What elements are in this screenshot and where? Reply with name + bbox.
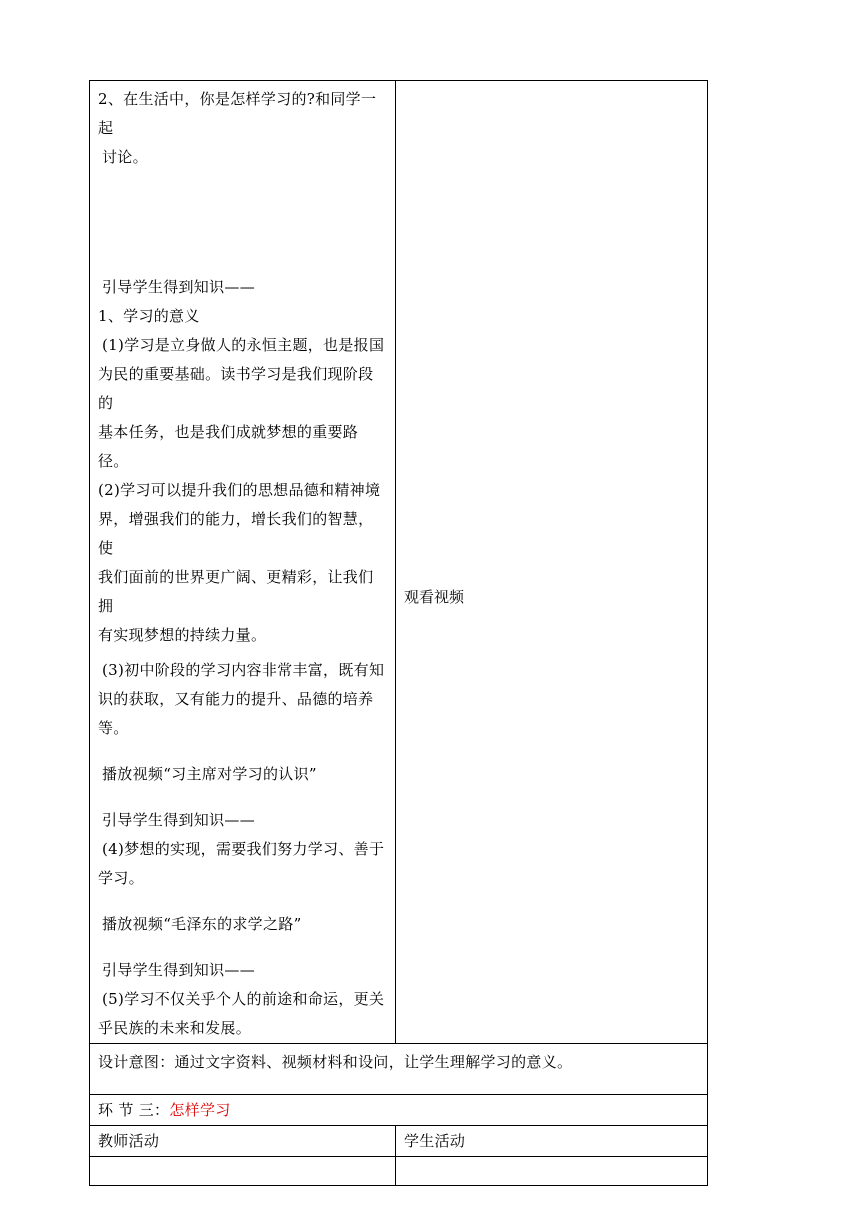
question-2-line: 2、在生活中，你是怎样学习的?和同学一起 [98, 90, 377, 137]
empty-teacher-cell [90, 1157, 396, 1186]
paragraph-line: (1)学习是立身做人的永恒主题，也是报国 [102, 336, 385, 354]
section-row [90, 1095, 708, 1126]
section-title: 怎样学习 [169, 1101, 231, 1119]
guide-text: 引导学生得到知识—— [102, 278, 256, 296]
paragraph-line: 界，增强我们的能力，增长我们的智慧，使 [98, 510, 374, 557]
paragraph-line: 乎民族的未来和发展。 [98, 1019, 252, 1037]
empty-student-cell [396, 1157, 708, 1186]
paragraph-line: (5)学习不仅关乎个人的前途和命运，更关 [102, 990, 385, 1008]
empty-row [90, 1157, 708, 1186]
teacher-activity-cell [90, 81, 396, 1044]
paragraph-line: 学习。 [98, 869, 144, 887]
paragraph-line: 识的获取，又有能力的提升、品德的培养等。 [98, 690, 374, 737]
lesson-plan-table [89, 80, 708, 1186]
paragraph-line: (3)初中阶段的学习内容非常丰富，既有知 [102, 661, 385, 679]
paragraph-line: 为民的重要基础。读书学习是我们现阶段的 [98, 365, 374, 412]
student-header: 学生活动 [404, 1132, 466, 1150]
paragraph-line: (2)学习可以提升我们的思想品德和精神境 [98, 481, 381, 499]
watch-video-text: 观看视频 [404, 587, 465, 606]
video-note: 播放视频“毛泽东的求学之路” [102, 915, 302, 933]
section-label: 环 节 三： [98, 1101, 170, 1119]
student-header-cell [396, 1126, 708, 1157]
video-note: 播放视频“习主席对学习的认识” [102, 765, 317, 783]
paragraph-line: 我们面前的世界更广阔、更精彩，让我们拥 [98, 568, 374, 615]
design-intent-row [90, 1044, 708, 1095]
activity-row [90, 81, 708, 1044]
section-cell [90, 1095, 708, 1126]
paragraph-line: (4)梦想的实现，需要我们努力学习、善于 [102, 840, 385, 858]
paragraph-line: 基本任务，也是我们成就梦想的重要路径。 [98, 423, 359, 470]
paragraph-line: 有实现梦想的持续力量。 [98, 626, 267, 644]
question-2-line: 讨论。 [102, 148, 148, 166]
design-intent-cell [90, 1044, 708, 1095]
guide-text: 引导学生得到知识—— [102, 961, 256, 979]
student-activity-cell [396, 81, 708, 1044]
section-heading: 1、学习的意义 [98, 307, 200, 325]
guide-text: 引导学生得到知识—— [102, 811, 256, 829]
teacher-header: 教师活动 [98, 1132, 160, 1150]
teacher-header-cell [90, 1126, 396, 1157]
header-row [90, 1126, 708, 1157]
design-intent-text: 设计意图：通过文字资料、视频材料和设问，让学生理解学习的意义。 [98, 1053, 573, 1071]
